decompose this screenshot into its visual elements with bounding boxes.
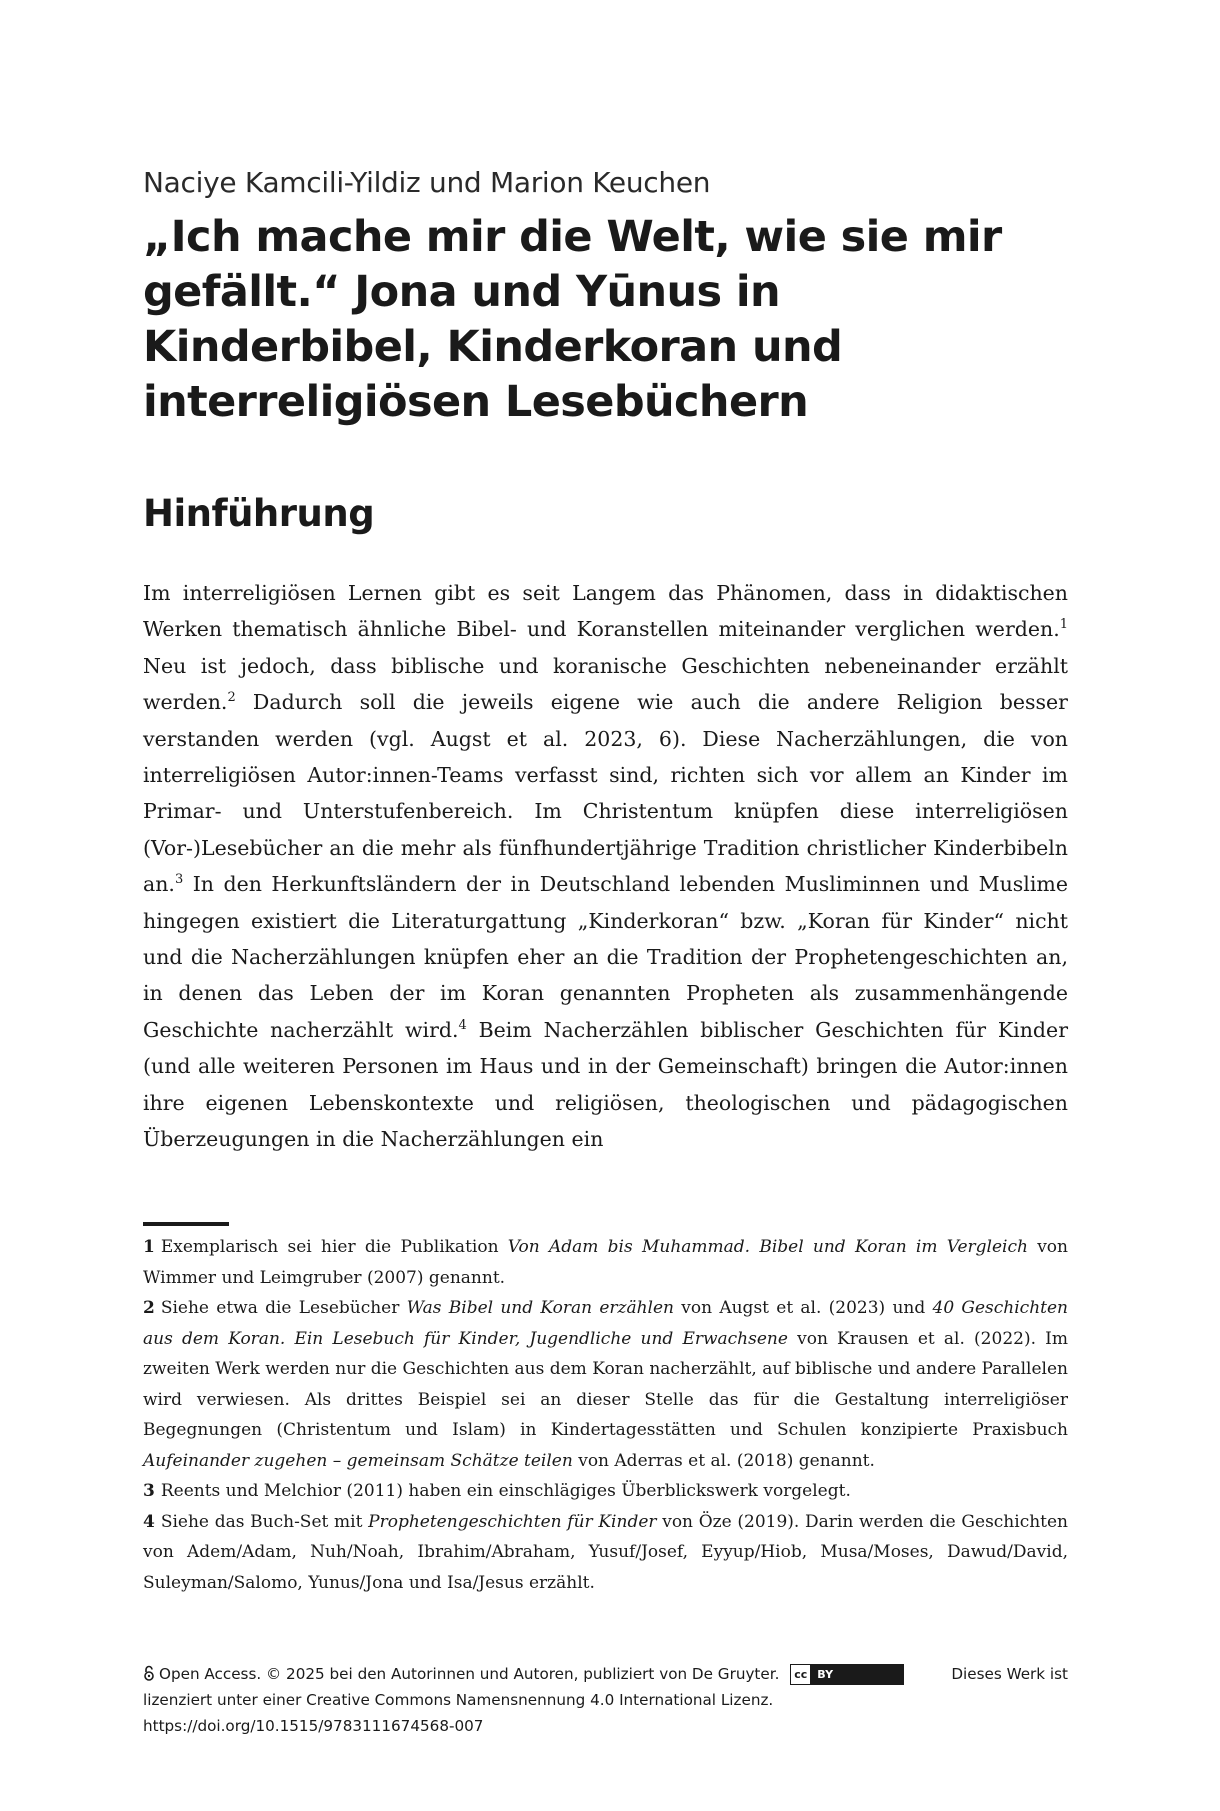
body-text-segment: Neu ist jedoch, dass biblische und koranische Geschichten nebeneinander erzählt werden. (143, 653, 1068, 715)
footnote-text: Reents und Melchior (2011) haben ein einschlägiges Überblickswerk vorgelegt. (160, 1481, 851, 1501)
body-text-segment: Im interreligiösen Lernen gibt es seit Langem das Phänomen, dass in didaktischen Werken thematisch ähnliche Bibel- und Koranstellen miteinander verglichen werden. (143, 581, 1068, 642)
footnote-number: 4 (143, 1511, 155, 1532)
footnote-text: von Öze (2019). Darin werden die Geschichten von Adem/Adam, Nuh/Noah, Ibrahim/Abraham, Yusuf/Josef, Eyyup/Hiob, Musa/Moses, Dawud/David, Suleyman/Salomo, Yunus/Jona und Isa/Jesus erzählt. (143, 1511, 1069, 1593)
footnote-number: 2 (143, 1298, 155, 1318)
footnote-2 (143, 1293, 1068, 1476)
cc-by-license-badge[interactable] (790, 1664, 904, 1685)
footnote-italic-title: Aufeinander zugehen – gemeinsam Schätze teilen (143, 1450, 573, 1471)
license-statement (143, 1661, 910, 1687)
footnote-text: von Wimmer und Leimgruber (2007) genannt. (143, 1237, 1068, 1288)
footnote-italic-title: Was Bibel und Koran erzählen (406, 1298, 675, 1318)
footnote-ref-1[interactable]: 1 (1059, 617, 1068, 633)
footnote-ref-4[interactable]: 4 (458, 1017, 467, 1033)
license-text: Dieses Werk ist (951, 1665, 1068, 1683)
license-block (143, 1661, 1068, 1739)
footnote-4 (143, 1507, 1068, 1599)
footnote-1 (143, 1232, 1068, 1293)
body-paragraph (143, 575, 1068, 1158)
footnote-3 (143, 1476, 1068, 1507)
footnote-text: von Augst et al. (2023) und (674, 1298, 933, 1318)
license-line-2: lizenziert unter einer Creative Commons Namensnennung 4.0 International Lizenz. (143, 1691, 774, 1709)
body-text-segment: In den Herkunftsländern der in Deutschland lebenden Musliminnen und Muslime hingegen existiert die Literaturgattung „Kinderkoran“ bzw. „Koran für Kinder“ nicht und die Nacherzählungen knüpfen eher an die Tradition der Prophetengeschichten an, in denen das Leben der im Koran genannten Propheten als zusammenhängende Geschichte nacherzählt wird. (143, 872, 1068, 1042)
chapter-authors: Naciye Kamcili-Yildiz und Marion Keuchen (143, 166, 711, 199)
footnote-ref-2[interactable]: 2 (227, 690, 236, 706)
footnote-text: Siehe das Buch-Set mit (160, 1511, 369, 1532)
footnotes (143, 1232, 1068, 1598)
footnote-text: Exemplarisch sei hier die Publikation (160, 1237, 508, 1257)
body-text-segment: Beim Nacherzählen biblischer Geschichten für Kinder (und alle weiteren Personen im Haus und in der Gemeinschaft) bringen die Autor:innen ihre eigenen Lebenskontexte und religiösen, theologischen und pädagogischen Überzeugungen in die Nacherzählungen ein (143, 1017, 1068, 1152)
body-text-segment: Dadurch soll die jeweils eigene wie auch die andere Religion besser verstanden werden (vgl. Augst et al. 2023, 6). Diese Nacherzählungen, die von interreligiösen Autor:innen-Teams verfasst sind, richten sich vor allem an Kinder im Primar- und Unterstufenbereich. Im Christentum knüpfen diese interreligiösen (Vor-)Lesebücher an die mehr als fünfhundertjährige Tradition christlicher Kinderbibeln an. (143, 690, 1068, 897)
footnote-text: Siehe etwa die Lesebücher (160, 1298, 407, 1318)
footnote-number: 3 (143, 1481, 155, 1501)
section-heading: Hinführung (143, 492, 375, 535)
doi-link[interactable]: https://doi.org/10.1515/9783111674568-007 (143, 1717, 484, 1735)
footnote-italic-title: Prophetengeschichten für Kinder (368, 1511, 657, 1532)
cc-icon: cc (791, 1665, 811, 1684)
footnote-italic-title: Von Adam bis Muhammad. Bibel und Koran im Vergleich (507, 1237, 1028, 1257)
footnote-text: von Aderras et al. (2018) genannt. (572, 1450, 875, 1471)
footnote-number: 1 (143, 1237, 155, 1257)
footnote-text: von Krausen et al. (2022). Im zweiten Werk werden nur die Geschichten aus dem Koran nacherzählt, auf biblische und andere Parallelen wird verwiesen. Als drittes Beispiel sei an dieser Stelle das für die Gestaltung interreligiöser Begegnungen (Christentum und Islam) in Kindertagesstätten und Schulen konzipierte Praxisbuch (143, 1328, 1068, 1440)
footnote-italic-title: 40 Geschichten aus dem Koran. Ein Lesebuch für Kinder, Jugendliche und Erwachsene (143, 1298, 1068, 1349)
footnote-ref-3[interactable]: 3 (174, 872, 184, 888)
chapter-title: „Ich mache mir die Welt, wie sie mir gefällt.“ Jona und Yūnus in Kinderbibel, Kinderkoran und interreligiösen Lesebüchern (143, 212, 1002, 427)
license-text: Open Access. © 2025 bei den Autorinnen und Autoren, publiziert von De Gruyter. (159, 1665, 780, 1683)
license-line-1 (143, 1661, 1068, 1687)
footnote-divider (143, 1222, 229, 1226)
open-access-lock-icon (143, 1665, 155, 1681)
by-icon: BY (817, 1668, 834, 1681)
